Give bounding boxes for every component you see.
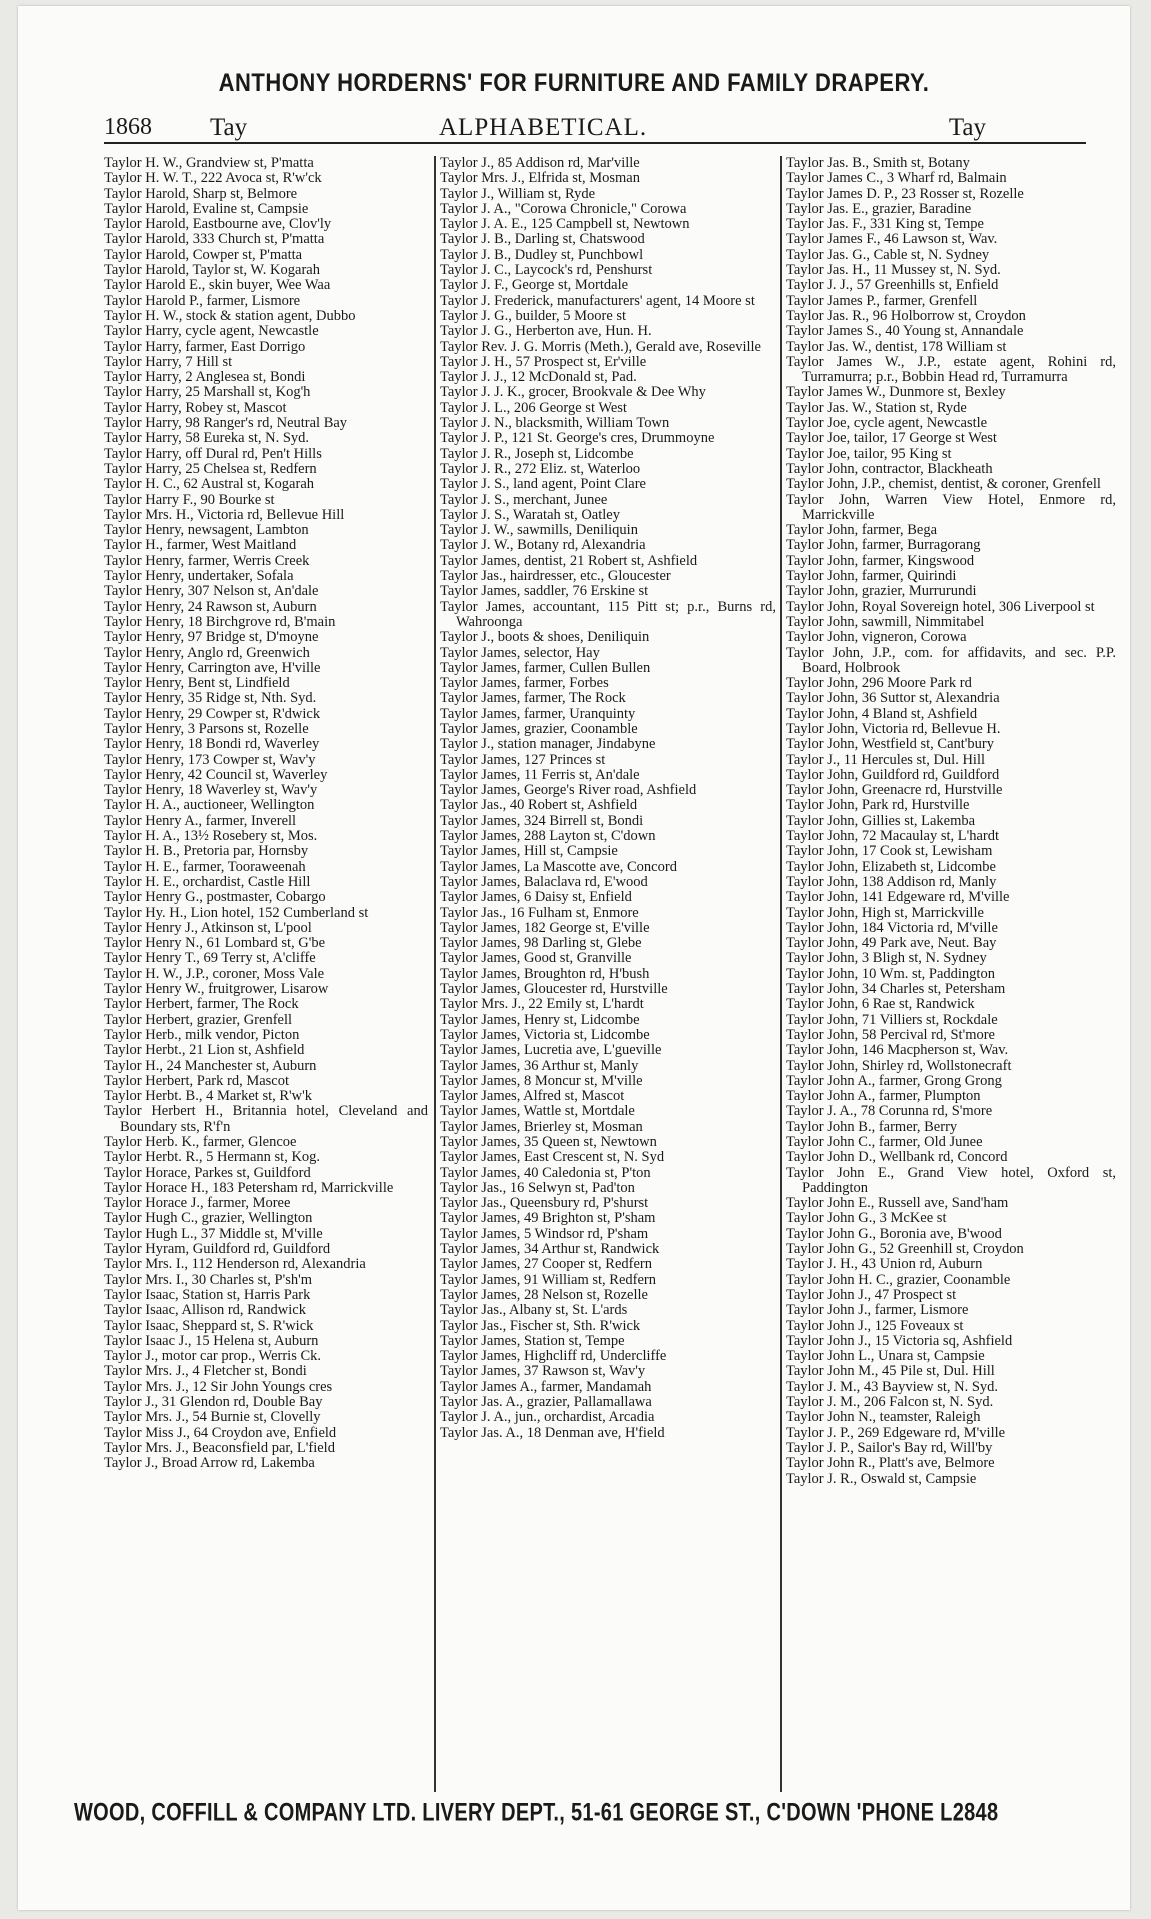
directory-entry: Taylor Harold, Taylor st, W. Kogarah <box>104 262 320 279</box>
directory-entry: Taylor J., station manager, Jindabyne <box>440 736 656 753</box>
directory-entry: Taylor J., boots & shoes, Deniliquin <box>440 629 650 646</box>
directory-entry: Taylor Herbert H., Britannia hotel, Cleveland and Boundary sts, R'f'n <box>104 1103 428 1135</box>
directory-entry: Taylor Herbt., 21 Lion st, Ashfield <box>104 1042 305 1059</box>
directory-entry: Taylor Harry, 25 Marshall st, Kog'h <box>104 384 311 401</box>
directory-entry: Taylor H., farmer, West Maitland <box>104 537 297 554</box>
directory-entry: Taylor John M., 45 Pile st, Dul. Hill <box>786 1363 995 1380</box>
directory-entry: Taylor Harry, 2 Anglesea st, Bondi <box>104 369 306 386</box>
directory-entry: Taylor Henry, Bent st, Lindfield <box>104 675 290 692</box>
directory-entry: Taylor James, Balaclava rd, E'wood <box>440 873 648 890</box>
directory-entry: Taylor Henry, farmer, Werris Creek <box>104 552 310 569</box>
directory-entry: Taylor John B., farmer, Berry <box>786 1118 958 1135</box>
directory-column-1 <box>104 156 428 1786</box>
directory-entry: Taylor John G., 52 Greenhill st, Croydon <box>786 1241 1024 1258</box>
directory-entry: Taylor J. J., 12 McDonald st, Pad. <box>440 369 637 386</box>
directory-entry: Taylor James, Lucretia ave, L'gueville <box>440 1042 662 1059</box>
directory-entry: Taylor James, Hill st, Campsie <box>440 843 618 860</box>
directory-entry: Taylor James, Alfred st, Mascot <box>440 1088 625 1105</box>
directory-entry: Taylor Hy. H., Lion hotel, 152 Cumberland st <box>104 904 369 921</box>
directory-entry: Taylor Harold, Cowper st, P'matta <box>104 246 303 263</box>
directory-entry: Taylor H. W., J.P., coroner, Moss Vale <box>104 965 325 982</box>
directory-entry: Taylor J. C., Laycock's rd, Penshurst <box>440 262 653 279</box>
directory-entry: Taylor Isaac, Sheppard st, S. R'wick <box>104 1317 314 1334</box>
directory-entry: Taylor John, 49 Park ave, Neut. Bay <box>786 935 997 952</box>
directory-entry: Taylor J., 31 Glendon rd, Double Bay <box>104 1394 323 1411</box>
directory-entry: Taylor John G., Boronia ave, B'wood <box>786 1225 1002 1242</box>
directory-entry: Taylor James, 288 Layton st, C'down <box>440 828 656 845</box>
directory-entry: Taylor John, Westfield st, Cant'bury <box>786 736 994 753</box>
directory-entry: Taylor Henry, 18 Bondi rd, Waverley <box>104 736 320 753</box>
directory-entry: Taylor Mrs. J., 22 Emily st, L'hardt <box>440 996 644 1013</box>
directory-entry: Taylor John, 58 Percival rd, St'more <box>786 1026 995 1043</box>
directory-entry: Taylor J. H., 43 Union rd, Auburn <box>786 1256 983 1273</box>
directory-entry: Taylor J. M., 206 Falcon st, N. Syd. <box>786 1394 994 1411</box>
directory-entry: Taylor H. B., Pretoria par, Hornsby <box>104 843 309 860</box>
directory-entry: Taylor H. W., stock & station agent, Dubbo <box>104 307 356 324</box>
directory-entry: Taylor Jas., Albany st, St. L'ards <box>440 1302 628 1319</box>
directory-entry: Taylor Mrs. J., Elfrida st, Mosman <box>440 170 640 187</box>
directory-entry: Taylor Horace, Parkes st, Guildford <box>104 1164 311 1181</box>
directory-entry: Taylor Hugh L., 37 Middle st, M'ville <box>104 1225 323 1242</box>
directory-entry: Taylor H. A., auctioneer, Wellington <box>104 797 315 814</box>
directory-entry: Taylor J. H., 57 Prospect st, Er'ville <box>440 353 647 370</box>
directory-entry: Taylor John, Park rd, Hurstville <box>786 797 970 814</box>
directory-entry: Taylor H. C., 62 Austral st, Kogarah <box>104 476 315 493</box>
directory-entry: Taylor J. N., blacksmith, William Town <box>440 415 670 432</box>
directory-entry: Taylor John E., Grand View hotel, Oxford st, Paddington <box>786 1164 1116 1196</box>
directory-entry: Taylor J. P., 269 Edgeware rd, M'ville <box>786 1424 1006 1441</box>
directory-entry: Taylor H. W., Grandview st, P'matta <box>104 155 314 171</box>
directory-entry: Taylor J. J., 57 Greenhills st, Enfield <box>786 277 999 294</box>
directory-entry: Taylor John, Victoria rd, Bellevue H. <box>786 720 1001 737</box>
directory-entry: Taylor Herbt. B., 4 Market st, R'w'k <box>104 1088 312 1105</box>
directory-entry: Taylor J. B., Dudley st, Punchbowl <box>440 246 644 263</box>
directory-column-3 <box>786 156 1116 1786</box>
directory-entry: Taylor Mrs. J., 54 Burnie st, Clovelly <box>104 1409 321 1426</box>
directory-entry: Taylor John, Guildford rd, Guildford <box>786 766 1000 783</box>
directory-entry: Taylor Mrs. J., Beaconsfield par, L'field <box>104 1439 335 1456</box>
directory-entry: Taylor John, Warren View Hotel, Enmore rd, Marrickville <box>786 491 1116 523</box>
directory-entry: Taylor Henry, 173 Cowper st, Wav'y <box>104 751 316 768</box>
directory-entry: Taylor Harold E., skin buyer, Wee Waa <box>104 277 331 294</box>
directory-entry: Taylor James, 127 Princes st <box>440 751 606 768</box>
directory-entry: Taylor John J., 125 Foveaux st <box>786 1317 964 1334</box>
directory-entry: Taylor Joe, cycle agent, Newcastle <box>786 415 988 432</box>
directory-entry: Taylor Jas., Fischer st, Sth. R'wick <box>440 1317 641 1334</box>
directory-entry: Taylor J. R., 272 Eliz. st, Waterloo <box>440 460 641 477</box>
directory-entry: Taylor J. A. E., 125 Campbell st, Newtown <box>440 216 690 233</box>
directory-entry: Taylor Jas., 40 Robert st, Ashfield <box>440 797 638 814</box>
directory-entry: Taylor James, 182 George st, E'ville <box>440 919 650 936</box>
directory-entry: Taylor James, 36 Arthur st, Manly <box>440 1057 639 1074</box>
directory-entry: Taylor John, farmer, Burragorang <box>786 537 981 554</box>
directory-entry: Taylor James, 37 Rawson st, Wav'y <box>440 1363 646 1380</box>
directory-entry: Taylor Mrs. H., Victoria rd, Bellevue Hill <box>104 506 345 523</box>
directory-entry: Taylor James, 6 Daisy st, Enfield <box>440 889 632 906</box>
directory-entry: Taylor Henry G., postmaster, Cobargo <box>104 889 326 906</box>
directory-entry: Taylor Jas. H., 11 Mussey st, N. Syd. <box>786 262 1001 279</box>
directory-entry: Taylor Hyram, Guildford rd, Guildford <box>104 1241 331 1258</box>
directory-entry: Taylor J. L., 206 George st West <box>440 399 627 416</box>
directory-entry: Taylor James, Broughton rd, H'bush <box>440 965 650 982</box>
directory-entry: Taylor Mrs. J., 4 Fletcher st, Bondi <box>104 1363 307 1380</box>
directory-entry: Taylor Jas. F., 331 King st, Tempe <box>786 216 984 233</box>
directory-entry: Taylor Jas. G., Cable st, N. Sydney <box>786 246 990 263</box>
directory-entry: Taylor James, 324 Birrell st, Bondi <box>440 812 644 829</box>
directory-entry: Taylor Jas. W., dentist, 178 William st <box>786 338 1007 355</box>
directory-entry: Taylor Joe, tailor, 95 King st <box>786 445 952 462</box>
directory-entry: Taylor Harry, 98 Ranger's rd, Neutral Bay <box>104 415 348 432</box>
directory-entry: Taylor Herbt. R., 5 Hermann st, Kog. <box>104 1149 321 1166</box>
directory-entry: Taylor John, farmer, Quirindi <box>786 568 957 585</box>
directory-entry: Taylor J. R., Oswald st, Campsie <box>786 1470 977 1487</box>
directory-entry: Taylor John, farmer, Kingswood <box>786 552 975 569</box>
directory-entry: Taylor Jas. W., Station st, Ryde <box>786 399 967 416</box>
directory-entry: Taylor John R., Platt's ave, Belmore <box>786 1455 995 1472</box>
directory-entry: Taylor John L., Unara st, Campsie <box>786 1348 985 1365</box>
directory-entry: Taylor James C., 3 Wharf rd, Balmain <box>786 170 1007 187</box>
directory-entry: Taylor H. W. T., 222 Avoca st, R'w'ck <box>104 170 322 187</box>
directory-entry: Taylor Henry, 35 Ridge st, Nth. Syd. <box>104 690 317 707</box>
directory-entry: Taylor John, 17 Cook st, Lewisham <box>786 843 993 860</box>
directory-entry: Taylor John, 36 Suttor st, Alexandria <box>786 690 1000 707</box>
directory-entry: Taylor Henry, Carrington ave, H'ville <box>104 659 321 676</box>
header-section-title: ALPHABETICAL. <box>439 114 648 141</box>
directory-entry: Taylor John, vigneron, Corowa <box>786 629 967 646</box>
directory-entry: Taylor James, 35 Queen st, Newtown <box>440 1134 657 1150</box>
directory-entry: Taylor James, George's River road, Ashfield <box>440 782 697 799</box>
directory-entry: Taylor Herbert, grazier, Grenfell <box>104 1011 293 1028</box>
directory-entry: Taylor Herbert, Park rd, Mascot <box>104 1072 290 1089</box>
directory-entry: Taylor Herbert, farmer, The Rock <box>104 996 299 1013</box>
directory-entry: Taylor James S., 40 Young st, Annandale <box>786 323 1024 340</box>
directory-entry: Taylor James, farmer, Cullen Bullen <box>440 659 651 676</box>
directory-entry: Taylor John, farmer, Bega <box>786 522 938 539</box>
directory-entry: Taylor Henry, 42 Council st, Waverley <box>104 766 328 783</box>
directory-entry: Taylor James, 11 Ferris st, An'dale <box>440 766 640 783</box>
directory-entry: Taylor John C., farmer, Old Junee <box>786 1134 983 1150</box>
directory-entry: Taylor Henry, newsagent, Lambton <box>104 522 309 539</box>
directory-entry: Taylor John, 10 Wm. st, Paddington <box>786 965 995 982</box>
directory-entry: Taylor James, Brierley st, Mosman <box>440 1118 643 1135</box>
directory-entry: Taylor J. S., land agent, Point Clare <box>440 476 646 493</box>
directory-entry: Taylor John, 184 Victoria rd, M'ville <box>786 919 998 936</box>
directory-entry: Taylor Harry, 58 Eureka st, N. Syd. <box>104 430 310 447</box>
directory-entry: Taylor John, Greenacre rd, Hurstville <box>786 782 1003 799</box>
directory-entry: Taylor Jas. R., 96 Holborrow st, Croydon <box>786 307 1026 324</box>
directory-entry: Taylor Harry, 7 Hill st <box>104 353 233 370</box>
directory-entry: Taylor Horace J., farmer, Moree <box>104 1195 291 1212</box>
directory-entry: Taylor John, grazier, Murrurundi <box>786 583 977 600</box>
directory-entry: Taylor John, 71 Villiers st, Rockdale <box>786 1011 998 1028</box>
directory-entry: Taylor John E., Russell ave, Sand'ham <box>786 1195 1009 1212</box>
directory-entry: Taylor John J., 47 Prospect st <box>786 1286 957 1303</box>
directory-entry: Taylor James, accountant, 115 Pitt st; p.r., Burns rd, Wahroonga <box>440 598 776 630</box>
directory-entry: Taylor Henry, 24 Rawson st, Auburn <box>104 598 317 615</box>
directory-entry: Taylor Harry, 25 Chelsea st, Redfern <box>104 460 317 477</box>
directory-entry: Taylor J. G., Herberton ave, Hun. H. <box>440 323 652 340</box>
directory-entry: Taylor James A., farmer, Mandamah <box>440 1378 652 1395</box>
directory-entry: Taylor Jas. B., Smith st, Botany <box>786 155 970 171</box>
directory-entry: Taylor Herb. K., farmer, Glencoe <box>104 1134 297 1150</box>
directory-entry: Taylor James D. P., 23 Rosser st, Rozelle <box>786 185 1024 202</box>
directory-entry: Taylor James, 27 Cooper st, Redfern <box>440 1256 653 1273</box>
directory-entry: Taylor H. A., 13½ Rosebery st, Mos. <box>104 828 318 845</box>
directory-entry: Taylor John, 296 Moore Park rd <box>786 675 972 692</box>
directory-entry: Taylor John H. C., grazier, Coonamble <box>786 1271 1011 1288</box>
directory-entry: Taylor J., Broad Arrow rd, Lakemba <box>104 1455 315 1472</box>
directory-entry: Taylor Harold, Evaline st, Campsie <box>104 200 309 217</box>
directory-entry: Taylor Harold, 333 Church st, P'matta <box>104 231 325 248</box>
directory-entry: Taylor John A., farmer, Plumpton <box>786 1088 981 1105</box>
directory-entry: Taylor James, 40 Caledonia st, P'ton <box>440 1164 651 1181</box>
directory-entry: Taylor Mrs. I., 30 Charles st, P'sh'm <box>104 1271 313 1288</box>
directory-entry: Taylor James, Wattle st, Mortdale <box>440 1103 635 1120</box>
directory-entry: Taylor Mrs. J., 12 Sir John Youngs cres <box>104 1378 333 1395</box>
directory-entry: Taylor J., 85 Addison rd, Mar'ville <box>440 155 640 171</box>
directory-entry: Taylor Jas. A., 18 Denman ave, H'field <box>440 1424 665 1441</box>
directory-entry: Taylor James, 91 William st, Redfern <box>440 1271 656 1288</box>
directory-entry: Taylor James, farmer, Forbes <box>440 675 609 692</box>
directory-entry: Taylor James, farmer, Uranquinty <box>440 705 636 722</box>
directory-entry: Taylor Isaac, Allison rd, Randwick <box>104 1302 306 1319</box>
directory-entry: Taylor Henry W., fruitgrower, Lisarow <box>104 981 329 998</box>
directory-page <box>18 6 1130 1910</box>
directory-entry: Taylor Henry, 18 Waverley st, Wav'y <box>104 782 318 799</box>
directory-entry: Taylor Jas., hairdresser, etc., Gloucester <box>440 568 671 585</box>
column-divider <box>434 156 436 1792</box>
directory-entry: Taylor Henry, 29 Cowper st, R'dwick <box>104 705 321 722</box>
directory-entry: Taylor Harry, farmer, East Dorrigo <box>104 338 306 355</box>
directory-entry: Taylor James, saddler, 76 Erskine st <box>440 583 649 600</box>
directory-entry: Taylor Isaac J., 15 Helena st, Auburn <box>104 1332 319 1349</box>
directory-entry: Taylor Joe, tailor, 17 George st West <box>786 430 997 447</box>
directory-entry: Taylor J. A., jun., orchardist, Arcadia <box>440 1409 655 1426</box>
directory-entry: Taylor John G., 3 McKee st <box>786 1210 947 1227</box>
directory-entry: Taylor Miss J., 64 Croydon ave, Enfield <box>104 1424 337 1441</box>
directory-entry: Taylor James F., 46 Lawson st, Wav. <box>786 231 998 248</box>
directory-entry: Taylor H. E., orchardist, Castle Hill <box>104 873 311 890</box>
directory-entry: Taylor John, High st, Marrickville <box>786 904 984 921</box>
directory-entry: Taylor John, 141 Edgeware rd, M'ville <box>786 889 1010 906</box>
directory-entry: Taylor Henry, 307 Nelson st, An'dale <box>104 583 319 600</box>
directory-entry: Taylor J. G., builder, 5 Moore st <box>440 307 627 324</box>
directory-entry: Taylor James W., J.P., estate agent, Rohini rd, Turramurra; p.r., Bobbin Head rd, Turramurra <box>786 353 1116 386</box>
directory-entry: Taylor James, 8 Moncur st, M'ville <box>440 1072 643 1089</box>
directory-entry: Taylor John, Gillies st, Lakemba <box>786 812 976 829</box>
directory-entry: Taylor James, La Mascotte ave, Concord <box>440 858 677 875</box>
directory-entry: Taylor John, J.P., com. for affidavits, and sec. P.P. Board, Holbrook <box>786 644 1116 676</box>
directory-columns <box>104 155 1116 1776</box>
directory-entry: Taylor J. P., Sailor's Bay rd, Will'by <box>786 1439 993 1456</box>
directory-entry: Taylor John J., 15 Victoria sq, Ashfield <box>786 1332 1013 1349</box>
directory-entry: Taylor James, 34 Arthur st, Randwick <box>440 1241 660 1258</box>
top-advertisement-banner: ANTHONY HORDERNS' FOR FURNITURE AND FAMILY DRAPERY. <box>218 68 930 97</box>
directory-entry: Taylor Harry, off Dural rd, Pen't Hills <box>104 445 322 462</box>
directory-entry: Taylor James, Henry st, Lidcombe <box>440 1011 640 1028</box>
page-header <box>104 114 1086 144</box>
directory-entry: Taylor Isaac, Station st, Harris Park <box>104 1286 311 1303</box>
directory-entry: Taylor James, East Crescent st, N. Syd <box>440 1149 665 1166</box>
directory-entry: Taylor John, 138 Addison rd, Manly <box>786 873 997 890</box>
directory-entry: Taylor Harold, Eastbourne ave, Clov'ly <box>104 216 332 233</box>
directory-entry: Taylor John, 3 Bligh st, N. Sydney <box>786 950 987 967</box>
directory-entry: Taylor J., 11 Hercules st, Dul. Hill <box>786 751 985 768</box>
directory-entry: Taylor J. P., 121 St. George's cres, Drummoyne <box>440 430 715 447</box>
directory-entry: Taylor J. B., Darling st, Chatswood <box>440 231 645 248</box>
directory-entry: Taylor James, Highcliff rd, Undercliffe <box>440 1348 667 1365</box>
directory-entry: Taylor Henry T., 69 Terry st, A'cliffe <box>104 950 316 967</box>
directory-entry: Taylor Harry F., 90 Bourke st <box>104 491 275 508</box>
directory-entry: Taylor J. J. K., grocer, Brookvale & Dee Why <box>440 384 706 401</box>
directory-entry: Taylor Jas. A., grazier, Pallamallawa <box>440 1394 652 1411</box>
directory-entry: Taylor H., 24 Manchester st, Auburn <box>104 1057 317 1074</box>
directory-entry: Taylor Henry, 18 Birchgrove rd, B'main <box>104 613 336 630</box>
directory-entry: Taylor Jas. E., grazier, Baradine <box>786 200 972 217</box>
directory-entry: Taylor Jas., 16 Selwyn st, Pad'ton <box>440 1179 635 1196</box>
directory-entry: Taylor James W., Dunmore st, Bexley <box>786 384 1006 401</box>
directory-entry: Taylor J. S., Waratah st, Oatley <box>440 506 620 523</box>
directory-entry: Taylor Harold P., farmer, Lismore <box>104 292 301 309</box>
directory-entry: Taylor James, selector, Hay <box>440 644 600 661</box>
directory-entry: Taylor Henry N., 61 Lombard st, G'be <box>104 935 326 952</box>
directory-entry: Taylor James P., farmer, Grenfell <box>786 292 978 309</box>
directory-entry: Taylor J. A., "Corowa Chronicle," Corowa <box>440 200 687 217</box>
directory-entry: Taylor James, 49 Brighton st, P'sham <box>440 1210 656 1227</box>
directory-entry: Taylor James, 98 Darling st, Glebe <box>440 935 642 952</box>
directory-entry: Taylor Mrs. I., 112 Henderson rd, Alexandria <box>104 1256 366 1273</box>
directory-entry: Taylor Henry, undertaker, Sofala <box>104 568 294 585</box>
directory-entry: Taylor James, Station st, Tempe <box>440 1332 625 1349</box>
directory-entry: Taylor John, J.P., chemist, dentist, & coroner, Grenfell <box>786 476 1101 493</box>
directory-entry: Taylor J. Frederick, manufacturers' agent, 14 Moore st <box>440 292 755 309</box>
directory-entry: Taylor Henry, Anglo rd, Greenwich <box>104 644 310 661</box>
directory-entry: Taylor J. W., sawmills, Deniliquin <box>440 522 638 539</box>
directory-entry: Taylor John, contractor, Blackheath <box>786 460 993 477</box>
directory-entry: Taylor James, farmer, The Rock <box>440 690 626 707</box>
directory-entry: Taylor Henry, 97 Bridge st, D'moyne <box>104 629 319 646</box>
directory-entry: Taylor H. E., farmer, Tooraweenah <box>104 858 306 875</box>
directory-entry: Taylor Jas., 16 Fulham st, Enmore <box>440 904 639 921</box>
directory-entry: Taylor John N., teamster, Raleigh <box>786 1409 981 1426</box>
directory-entry: Taylor Harry, Robey st, Mascot <box>104 399 287 416</box>
directory-entry: Taylor John, 72 Macaulay st, L'hardt <box>786 828 1000 845</box>
directory-entry: Taylor Herb., milk vendor, Picton <box>104 1026 300 1043</box>
directory-entry: Taylor Hugh C., grazier, Wellington <box>104 1210 313 1227</box>
directory-entry: Taylor Horace H., 183 Petersham rd, Marrickville <box>104 1179 394 1196</box>
directory-entry: Taylor John D., Wellbank rd, Concord <box>786 1149 1008 1166</box>
directory-entry: Taylor Jas., Queensbury rd, P'shurst <box>440 1195 649 1212</box>
directory-entry: Taylor James, dentist, 21 Robert st, Ashfield <box>440 552 698 569</box>
directory-entry: Taylor John, Royal Sovereign hotel, 306 Liverpool st <box>786 598 1095 615</box>
directory-entry: Taylor J. M., 43 Bayview st, N. Syd. <box>786 1378 999 1395</box>
directory-entry: Taylor John A., farmer, Grong Grong <box>786 1072 1002 1089</box>
directory-entry: Taylor J., motor car prop., Werris Ck. <box>104 1348 322 1365</box>
directory-column-2 <box>440 156 776 1786</box>
directory-entry: Taylor James, Good st, Granville <box>440 950 632 967</box>
page-number: 1868 <box>104 114 152 140</box>
directory-entry: Taylor Henry A., farmer, Inverell <box>104 812 297 829</box>
directory-entry: Taylor James, grazier, Coonamble <box>440 720 638 737</box>
directory-entry: Taylor Harold, Sharp st, Belmore <box>104 185 298 202</box>
directory-entry: Taylor John, 146 Macpherson st, Wav. <box>786 1042 1009 1059</box>
bottom-advertisement-banner: WOOD, COFFILL & COMPANY LTD. LIVERY DEPT., 51-61 GEORGE ST., C'DOWN 'PHONE L2848 <box>74 1799 999 1827</box>
directory-entry: Taylor Henry, 3 Parsons st, Rozelle <box>104 720 309 737</box>
directory-entry: Taylor James, Gloucester rd, Hurstville <box>440 981 668 998</box>
directory-entry: Taylor Rev. J. G. Morris (Meth.), Gerald ave, Roseville <box>440 338 761 355</box>
directory-entry: Taylor John, 34 Charles st, Petersham <box>786 981 1006 998</box>
directory-entry: Taylor Henry J., Atkinson st, L'pool <box>104 919 312 936</box>
directory-entry: Taylor J. F., George st, Mortdale <box>440 277 629 294</box>
directory-entry: Taylor James, Victoria st, Lidcombe <box>440 1026 650 1043</box>
directory-entry: Taylor John J., farmer, Lismore <box>786 1302 969 1319</box>
directory-entry: Taylor J. R., Joseph st, Lidcombe <box>440 445 634 462</box>
directory-entry: Taylor John, Elizabeth st, Lidcombe <box>786 858 996 875</box>
header-left-guide-word: Tay <box>210 114 248 141</box>
directory-entry: Taylor J., William st, Ryde <box>440 185 596 202</box>
header-right-guide-word: Tay <box>948 114 986 141</box>
directory-entry: Taylor J. A., 78 Corunna rd, S'more <box>786 1103 993 1120</box>
directory-entry: Taylor John, 4 Bland st, Ashfield <box>786 705 978 722</box>
directory-entry: Taylor John, Shirley rd, Wollstonecraft <box>786 1057 1012 1074</box>
column-divider <box>780 156 782 1792</box>
directory-entry: Taylor John, sawmill, Nimmitabel <box>786 613 985 630</box>
directory-entry: Taylor J. W., Botany rd, Alexandria <box>440 537 646 554</box>
directory-entry: Taylor James, 5 Windsor rd, P'sham <box>440 1225 649 1242</box>
directory-entry: Taylor Harry, cycle agent, Newcastle <box>104 323 319 340</box>
directory-entry: Taylor John, 6 Rae st, Randwick <box>786 996 975 1013</box>
directory-entry: Taylor James, 28 Nelson st, Rozelle <box>440 1286 648 1303</box>
directory-entry: Taylor J. S., merchant, Junee <box>440 491 608 508</box>
